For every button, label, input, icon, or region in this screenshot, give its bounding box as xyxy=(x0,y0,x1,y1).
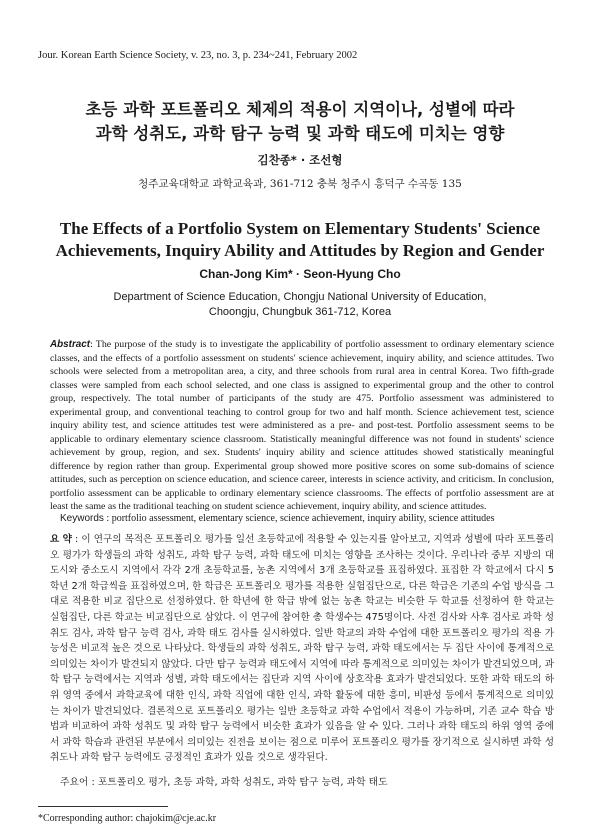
english-title-line-2: Achievements, Inquiry Ability and Attitudes by Region and Gender xyxy=(55,241,545,260)
journal-citation: Jour. Korean Earth Science Society, v. 23, no. 3, p. 234~241, February 2002 xyxy=(38,50,358,61)
korean-abstract-text: 이 연구의 목적은 포트폴리오 평가를 일선 초등학교에 적용할 수 있는지를 알아보고, 지역과 성별에 따라 포트폴리오 평가가 학생들의 과학 성취도, 과학 탐구 능력, 과학 태도에 미치는 영향을 조사하는 것이다. 우리나라 중부 지방의 대도시와 중소도시 지역에서 각각 2개 초등학교를, 농촌 지역에서 3개 초등학교를 표집하였다. 표집한 각 학교에서 다시 5학년 2개 학급씩을 표집하였으며, 한 학급은 포트폴리오 평가를 적용한 실험집단으로, 다른 학급은 기존의 수업 방식을 그대로 적용한 비교 집단으로 선정하였다. 한 학년에 한 학급 밖에 없는 농촌 학교는 비슷한 두 학교를 선정하여 한 학교는 실험집단, 다른 학교는 비교집단으로 삼았다. 이 연구에 참여한 총 학생수는 475명이다. 사전 검사와 사후 검사로 과학 성취도 검사, 과학 탐구 능력 검사, 과학 태도 검사를 실시하였다. 일반 학교의 과학 수업에 대한 포트폴리오 평가의 적용 가능성은 비교적 높은 것으로 나타났다. 학생들의 과학 성취도, 과학 탐구 능력, 과학 태도에서는 두 집단 사이에 통계적으로 의미있는 차이가 발견되지 않았다. 다만 탐구 능력과 태도에서 지역에 따라 통계적으로 의미있는 차이가 발견되었으며, 과학 탐구 능력에서는 지역과 성별, 과학 태도에서는 집단과 지역 사이에 상호작용 효과가 발견되었다. 또한 과학 태도의 하위 영역 중에서 과학교육에 대한 인식, 과학 직업에 대한 인식, 과학 활동에 대한 흥미, 비판성 등에서 통계적으로 의미있는 차이가 발견되었다. 결론적으로 포트폴리오 평가는 일반 초등학교 과학 수업에서 적용이 가능하며, 기존 교수 학습 방법과 비교하여 과학 성취도 및 과학 탐구 능력에서 비슷한 효과가 있음을 알 수 있다. 그러나 과학 태도의 하위 영역 중에서 과학 학습과 관련된 부분에서 의미있는 진전을 보이는 점으로 미루어 포트폴리오 평가를 장기적으로 실시하면 과학 성취도나 과학 탐구 능력에도 긍정적인 효과가 있을 것으로 생각된다. xyxy=(50,534,554,764)
korean-keywords-text: 포트폴리오 평가, 초등 과학, 과학 성취도, 과학 탐구 능력, 과학 태도 xyxy=(97,777,388,788)
korean-abstract-label: 요 약 xyxy=(50,534,72,545)
english-affiliation-line-1: Department of Science Education, Chongju National University of Education, xyxy=(113,291,487,303)
english-authors: Chan-Jong Kim* · Seon-Hyung Cho xyxy=(199,267,401,281)
korean-title xyxy=(30,98,570,146)
english-title-line-1: The Effects of a Portfolio System on Elementary Students' Science xyxy=(59,219,541,238)
korean-keywords-label: 주요어 xyxy=(60,777,89,788)
korean-keywords-separator: : xyxy=(88,777,98,788)
keywords-label: Keywords xyxy=(60,513,104,524)
korean-affiliation: 청주교육대학교 과학교육과, 361-712 충북 청주시 흥덕구 수곡동 135 xyxy=(138,178,462,190)
korean-abstract-separator: : xyxy=(71,534,82,545)
english-affiliation-line-2: Choongju, Chungbuk 361-712, Korea xyxy=(208,306,392,318)
corresponding-author-footnote: *Corresponding author: chajokim@cje.ac.kr xyxy=(38,813,217,824)
abstract-label: Abstract xyxy=(50,339,91,350)
english-abstract xyxy=(50,338,554,514)
korean-authors: 김찬종* · 조선형 xyxy=(257,153,343,167)
english-title xyxy=(20,218,580,262)
english-affiliation xyxy=(60,290,540,320)
korean-title-line-2: 과학 성취도, 과학 탐구 능력 및 과학 태도에 미치는 영향 xyxy=(95,124,505,143)
keywords-separator: : xyxy=(103,513,112,524)
abstract-separator: : xyxy=(90,339,96,350)
korean-title-line-1: 초등 과학 포트폴리오 체제의 적용이 지역이나, 성별에 따라 xyxy=(85,100,515,119)
korean-abstract xyxy=(50,532,554,766)
korean-keywords xyxy=(60,774,554,788)
english-keywords xyxy=(60,513,554,524)
footnote-divider xyxy=(38,806,168,807)
keywords-text: portfolio assessment, elementary science, science achievement, inquiry ability, science attitudes xyxy=(111,513,495,524)
abstract-text: The purpose of the study is to investigate the applicability of portfolio assessment to ordinary elementary science classes, and the effects of a portfolio assessment on students' science achievement, inquiry ability, and science attitudes. Two schools were selected from a metropolitan area, a city, and three schools from rural area in central Korea. Two fifth-grade classes were sampled from each school selected, and one class is assigned to experimental group and the other to control group, respectively. The total number of participants of the study are 475. Portfolio assessment was administered to experimental group, and conventional teaching to control group for two and half month. Science achievement test, science inquiry ability test, and science attitudes test were administered as a pre- and post-test. Portfolio assessment seems to be applicable to ordinary elementary science classroom. Statistically meaningful difference was not found in students' science achievement by group, region, and sex. Students' inquiry ability and science attitudes showed statistically meaningful difference by region rather than group. Experimental group showed more positive scores on some sub-domains of science attitudes, such as perception on science education, and science career, interests in science activity, and criticism. In conclusion, portfolio assessment can be applicable to ordinary elementary science classrooms. The effects of portfolio assessment are at least the same as the traditional teaching on student science achievement, inquiry ability, and science attitudes. xyxy=(50,339,554,512)
